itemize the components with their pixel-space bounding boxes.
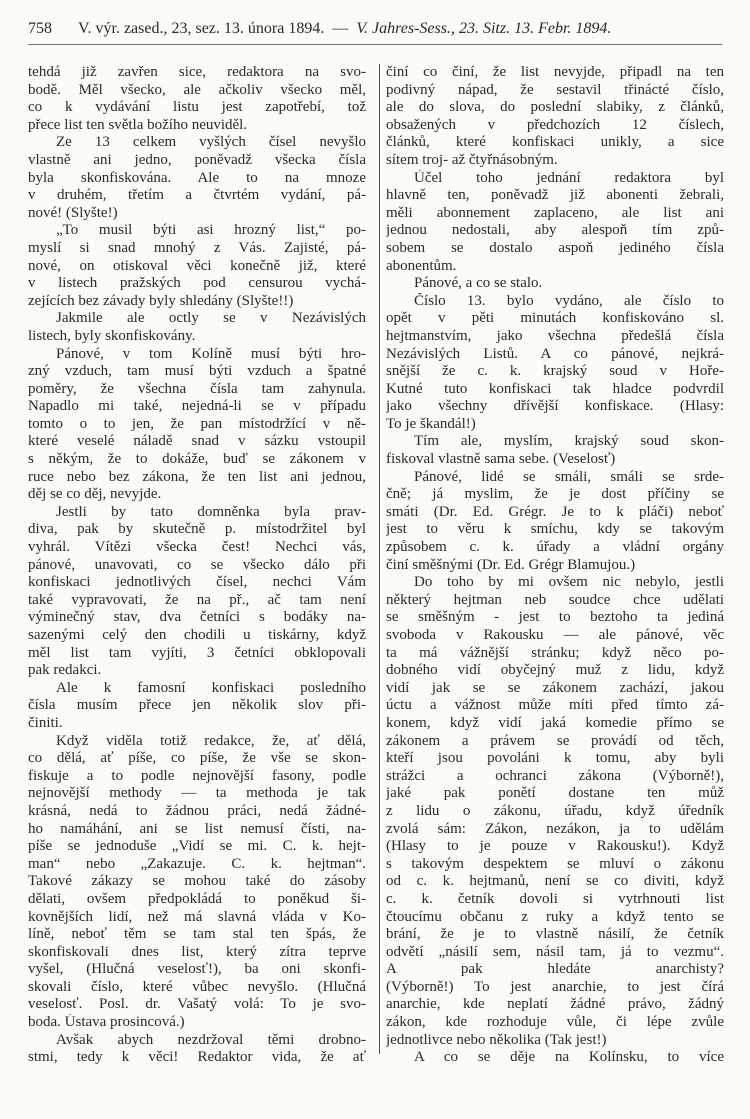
text-line: smáti (Dr. Ed. Grégr. Je to k pláči) neboť xyxy=(386,503,724,520)
text-line: byla skonfiskována. Ale to na mnoze xyxy=(28,169,366,186)
text-line: měl list tam vyjíti, 3 četníci obklopovali xyxy=(28,644,366,661)
text-line: tomto o to jen, že pan místodržící v ně- xyxy=(28,415,366,432)
text-line: strážci a ochranci zákona (Výborně!), xyxy=(386,767,724,784)
text-line: článků, které konfiskaci unikly, a sice xyxy=(386,134,724,151)
text-line: anarchie, kde neplatí žádné právo, žádný xyxy=(386,996,724,1013)
text-line: svoboda v Rakousku — ale pánové, věc xyxy=(386,627,724,643)
text-line: boda. Ústava prosincová.) xyxy=(28,1014,185,1031)
paragraph xyxy=(28,64,366,134)
left-column xyxy=(28,64,366,1067)
paragraph xyxy=(28,134,366,222)
text-line: myslí si snad mnohý z Vás. Zajisté, pá- xyxy=(28,239,366,256)
text-line: měli abonnement zaplaceno, ale list ani xyxy=(386,204,724,221)
text-line: Napadlo mi také, nejedná-li se v případu xyxy=(28,398,366,415)
text-line: veselosť. Posl. dr. Vašatý volá: To je svo- xyxy=(28,996,366,1013)
text-line: konfiskaci jednotlivých čísel, nechci Vám xyxy=(28,574,366,591)
paragraph xyxy=(28,310,366,345)
text-line: jaké pak ponětí dostane ten můž xyxy=(386,785,724,802)
text-line: se směšným - jest to beztoho ta jediná xyxy=(386,609,724,626)
text-line: nové, on otiskoval věci konečně již, které xyxy=(28,257,366,274)
paragraph xyxy=(386,433,724,468)
text-line: snější že c. k. krajský soud v Hoře- xyxy=(386,363,724,380)
text-line: vyšel, (Hlučná veselosť!), ba oni skonfi- xyxy=(28,961,366,978)
paragraph xyxy=(28,504,366,680)
text-line: Pánové, v tom Kolíně musí býti hro- xyxy=(56,345,366,362)
text-line: diva, pak by skutečně p. místodržitel byl xyxy=(28,521,366,538)
text-line: bodě. Měl všecko, ale ačkoliv všecko měl, xyxy=(28,81,366,98)
text-line: od c. k. hejtmanů, není se co diviti, když xyxy=(386,873,724,890)
text-line: způsobem c. k. úřady a vládní orgány xyxy=(386,539,724,556)
text-line: hejtmanstvím, jako všechna předešlá čísla xyxy=(386,327,724,344)
text-line: odvětí „násilí sem, násil tam, já to vezmu“. xyxy=(386,943,724,960)
text-line: zákon, kde rozhoduje vůle, či lépe zvůle xyxy=(386,1014,724,1031)
text-line: jednou nedostali, aby alespoň tím způ- xyxy=(386,222,724,239)
text-line: (Výborně!) To jest anarchie, to jest čírá xyxy=(386,978,724,995)
text-line: man“ nebo „Zakazuje. C. k. hejtman“. xyxy=(28,855,366,872)
paragraph xyxy=(386,293,724,434)
text-line: ho namáhání, ani se list nemusí čísti, na- xyxy=(28,820,366,837)
text-line: úctu a vážnost může míti před tímto zá- xyxy=(386,697,724,714)
text-line: čtoucímu občanu z ruky a když tento se xyxy=(386,908,724,925)
text-line: vyhrál. Vítězi všecka čest! Nechci vás, xyxy=(28,539,366,556)
text-line: podivný nápad, že sestavil třinácté číslo, xyxy=(386,81,724,98)
text-line: Jestli by tato domněnka byla prav- xyxy=(56,503,366,520)
text-line: zný vzduch, tam musí býti vzduch a špatné xyxy=(28,363,366,380)
text-line: Když viděla totiž redakce, že, ať dělá, xyxy=(56,732,366,749)
text-line: c. k. četník dovoli si vytrhnouti list xyxy=(386,890,724,907)
text-line: přece list ten světla božího neuviděl. xyxy=(28,116,248,133)
text-line: s někým, že to dokáže, buď se zákonem v xyxy=(28,451,366,468)
text-line: stmi, tedy k věci! Redaktor vida, že ať xyxy=(28,1049,366,1066)
text-line: čísla musím přece jen několik slov při- xyxy=(28,697,366,714)
text-line: listech, byly skonfiskovány. xyxy=(28,327,196,344)
text-line: dělati, ovšem předpokládá to poněkud ši- xyxy=(28,890,366,907)
text-line: z lidu o zákonu, úřadu, když úředník xyxy=(386,802,724,819)
text-line: nové! (Slyšte!) xyxy=(28,204,118,221)
text-line: líně, neboť těm se tam stal ten špás, že xyxy=(28,926,366,943)
text-line: Ze 13 celkem vyšlých čísel nevyšlo xyxy=(56,134,366,151)
text-line: brání, že je to vlastně násilí, že četník xyxy=(386,926,724,943)
text-line: tehdá již zavřen sice, redaktora na svo- xyxy=(28,64,366,80)
text-line: činiti. xyxy=(28,714,63,731)
text-line: ale do slova, do poslední slabiky, z článků, xyxy=(386,99,724,116)
paragraph xyxy=(28,346,366,504)
column-divider xyxy=(379,64,380,1054)
text-line: abonentům. xyxy=(386,257,457,274)
paragraph xyxy=(386,170,724,276)
text-line: To je škandál!) xyxy=(386,415,476,432)
text-line: obsažených v předchozích 12 číslech, xyxy=(386,116,724,133)
paragraph xyxy=(28,1032,366,1067)
text-line: výminečný stav, dva četníci s bodáky na- xyxy=(28,609,366,626)
header-separator: — xyxy=(332,20,349,37)
text-line: Kutné tuto konfiskaci tak hladce podvrdil xyxy=(386,380,724,397)
text-line: kovnějších lidí, než má slavná vláda v Ko- xyxy=(28,908,366,925)
text-line: píše se jednoduše „Vidí se mi. C. k. hejt- xyxy=(28,838,366,855)
text-line: Číslo 13. bylo vydáno, ale číslo to xyxy=(414,292,724,309)
paragraph xyxy=(28,733,366,1032)
text-line: kteří jsou povoláni k tomu, aby byli xyxy=(386,750,724,767)
header-czech: V. výr. zased., 23, sez. 13. února 1894. xyxy=(78,20,325,37)
text-line: zejících bez závady byly shledány (Slyšte!!) xyxy=(28,292,294,309)
text-line: A co se děje na Kolínsku, to více xyxy=(414,1049,724,1066)
text-line: „To musil býti asi hrozný list,“ po- xyxy=(56,222,366,239)
paragraph xyxy=(386,1049,724,1067)
text-line: sítem troj- až čtyřnásobným. xyxy=(386,151,558,168)
text-line: Účel toho jednání redaktora byl xyxy=(414,169,724,186)
paragraph xyxy=(386,64,724,170)
running-header xyxy=(28,20,722,42)
text-line: Nezávislých Listů. A co pánové, nejkrá- xyxy=(386,345,724,362)
text-line: ta má vážnější stránku; když něco po- xyxy=(386,644,724,661)
text-line: sazenými celý den chodili u tiskárny, když xyxy=(28,627,366,643)
paragraph xyxy=(386,275,724,293)
paragraph xyxy=(386,469,724,575)
text-line: pak redakci. xyxy=(28,662,102,679)
text-line: (Hlasy to je pouze v Rakousku!). Když xyxy=(386,838,724,855)
text-line: jest to věru k smíchu, kdy se takovým xyxy=(386,521,724,538)
text-line: sobem se dostalo aspoň jediného čísla xyxy=(386,239,724,256)
text-line: skovali číslo, které vůbec nevyšlo. (Hlučná xyxy=(28,978,366,995)
text-line: ruce nebo bez zákona, že ten list ani jednou, xyxy=(28,468,366,485)
text-line: krásná, nedá to žádnou práci, nedá žádné- xyxy=(28,802,366,819)
text-line: také vypravovati, že na př., ač tam není xyxy=(28,591,366,608)
text-line: činí co činí, že list nevyjde, připadl na ten xyxy=(386,64,724,80)
text-line: Ale k famosní konfiskaci posledního xyxy=(56,679,366,696)
text-line: co dělá, ať píše, co píše, že vše se skon- xyxy=(28,750,366,767)
text-line: co k vydávání listu jest zapotřebí, tož xyxy=(28,99,366,116)
paragraph xyxy=(28,680,366,733)
text-line: pánové, unavovati, co se všecko dálo při xyxy=(28,556,366,573)
text-line: činí směšnými (Dr. Ed. Grégr Blamujou.) xyxy=(386,556,636,573)
text-line: některý hejtman neb soudce chce udělati xyxy=(386,591,724,608)
text-line: Takové zákazy se mohou také do zásoby xyxy=(28,873,366,890)
text-line: Do toho by mi ovšem nic nebylo, jestli xyxy=(414,574,724,591)
text-line: fiskoval vlastně sama sebe. (Veselosť) xyxy=(386,451,616,468)
text-line: dobného vidí obyčejný muž z lidu, když xyxy=(386,662,724,679)
text-line: zvolá sám: Zákon, nezákon, ja to udělám xyxy=(386,820,724,837)
text-line: vlastně ani jedno, poněvadž všecka čísla xyxy=(28,151,366,168)
header-german: V. Jahres-Sess., 23. Sitz. 13. Febr. 1894. xyxy=(356,20,612,37)
text-line: Avšak abych nezdržoval těmi drobno- xyxy=(56,1031,366,1048)
text-line: Pánové, lidé se smáli, smáli se srde- xyxy=(414,468,724,485)
paragraph xyxy=(386,574,724,1049)
text-line: Jakmile ale octly se v Nezávislých xyxy=(56,310,366,327)
text-line: konem, když vidí jaká komedie přímo se xyxy=(386,714,724,731)
text-line: skonfiskovali dnes list, který zítra teprve xyxy=(28,943,366,960)
text-line: vidí jak se se zákonem zachází, jakou xyxy=(386,679,724,696)
text-line: fiskuje a to podle nejnovější fasony, podle xyxy=(28,767,366,784)
text-line: zákonem a právem se provádí od těch, xyxy=(386,732,724,749)
paragraph xyxy=(28,222,366,310)
text-line: A pak hledáte anarchisty? xyxy=(386,961,724,978)
text-line: jednotlivce nebo několika (Tak jest!) xyxy=(386,1031,607,1048)
header-rule xyxy=(28,44,722,45)
text-line: v druhém, třetím a čtvrtém vydání, pá- xyxy=(28,187,366,204)
page-number: 758 xyxy=(28,20,52,37)
text-line: Pánové, a co se stalo. xyxy=(414,275,543,292)
text-line: které veselé náladě snad v sázku vstoupil xyxy=(28,433,366,450)
text-line: nejnovější methody — ta methoda je tak xyxy=(28,785,366,802)
text-line: děj se co děj, nevyjde. xyxy=(28,486,162,503)
text-line: poměry, že všechna čísla tam zahynula. xyxy=(28,380,366,397)
text-line: opět v pěti minutách konfiskováno sl. xyxy=(386,310,724,327)
text-line: s takovým despektem se mluví o zákonu xyxy=(386,855,724,872)
text-line: jako všechny dřívější konfiskace. (Hlasy: xyxy=(386,398,724,415)
text-line: hlavně ten, poněvadž již abonenti žebrali, xyxy=(386,187,724,204)
text-line: čně; já myslim, že je dost příčiny se xyxy=(386,486,724,503)
right-column xyxy=(386,64,724,1067)
text-line: v listech pražských pod censurou vychá- xyxy=(28,275,366,292)
text-line: Tím ale, myslím, krajský soud skon- xyxy=(414,433,724,450)
